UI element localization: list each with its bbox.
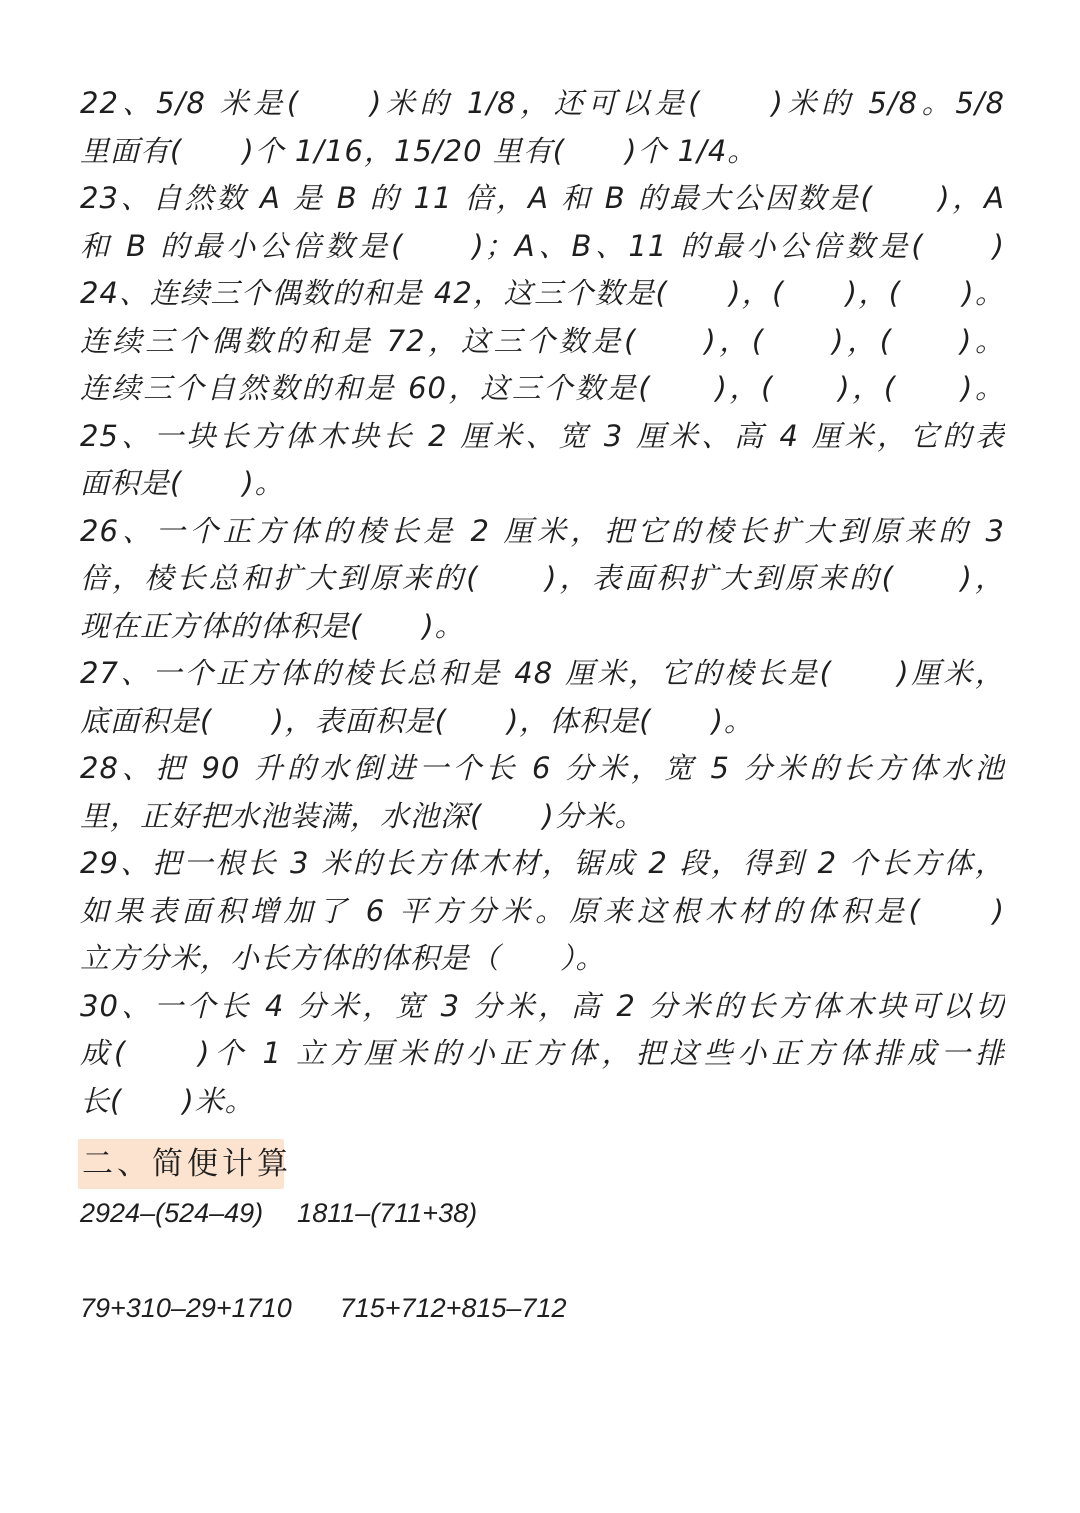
calculation-row-2 — [80, 1288, 566, 1328]
question-24-line-3: 连续三个自然数的和是 60，这三个数是( )，( )，( )。 — [80, 371, 1005, 405]
calculation-expression-2: 1811–(711+38) — [297, 1198, 478, 1228]
section-heading-text: 二、简便计算 — [82, 1146, 292, 1182]
calculation-expression-3: 79+310–29+1710 — [80, 1293, 292, 1323]
question-29-line-3: 立方分米，小长方体的体积是（ ）。 — [80, 941, 606, 975]
question-27-line-2: 底面积是( )，表面积是( )，体积是( )。 — [80, 703, 754, 738]
question-29-line-1: 29、把一根长 3 米的长方体木材，锯成 2 段，得到 2 个长方体， — [80, 846, 1005, 880]
question-26-line-2: 倍，棱长总和扩大到原来的( )，表面积扩大到原来的( )， — [80, 561, 1005, 595]
fill-in-questions — [80, 80, 1005, 1125]
question-23-line-1: 23、自然数 A 是 B 的 11 倍，A 和 B 的最大公因数是( )，A — [80, 181, 1005, 215]
question-28-line-2: 里，正好把水池装满，水池深( )分米。 — [80, 798, 645, 833]
question-25-line-2: 面积是( )。 — [80, 466, 285, 500]
question-22-line-1: 22、5/8 米是( )米的 1/8，还可以是( )米的 5/8。5/8 — [80, 86, 1005, 120]
question-24-line-2: 连续三个偶数的和是 72，这三个数是( )，( )，( )。 — [80, 323, 1005, 358]
question-29-line-2: 如果表面积增加了 6 平方分米。原来这根木材的体积是( ) — [80, 893, 1005, 928]
question-25-line-1: 25、一块长方体木块长 2 厘米、宽 3 厘米、高 4 厘米，它的表 — [80, 418, 1005, 453]
question-26-line-1: 26、一个正方体的棱长是 2 厘米，把它的棱长扩大到原来的 3 — [80, 513, 1005, 548]
question-26-line-3: 现在正方体的体积是( )。 — [80, 608, 465, 643]
question-22-line-2: 里面有( )个 1/16，15/20 里有( )个 1/4。 — [80, 133, 758, 168]
question-24-line-1: 24、连续三个偶数的和是 42，这三个数是( )，( )，( )。 — [80, 276, 1005, 310]
question-30-line-3: 长( )米。 — [80, 1083, 255, 1118]
question-30-line-2: 成( )个 1 立方厘米的小正方体，把这些小正方体排成一排 — [80, 1036, 1005, 1070]
section-heading-simple-calculation — [78, 1139, 292, 1189]
calculation-expression-1: 2924–(524–49) — [80, 1198, 264, 1228]
calculation-expression-4: 715+712+815–712 — [339, 1293, 567, 1323]
question-23-line-2: 和 B 的最小公倍数是( )；A、B、11 的最小公倍数是( ) — [80, 228, 1005, 263]
question-30-line-1: 30、一个长 4 分米，宽 3 分米，高 2 分米的长方体木块可以切 — [80, 988, 1005, 1023]
question-28-line-1: 28、把 90 升的水倒进一个长 6 分米，宽 5 分米的长方体水池 — [80, 751, 1005, 785]
calculation-row-1 — [80, 1193, 477, 1233]
question-27-line-1: 27、一个正方体的棱长总和是 48 厘米，它的棱长是( )厘米， — [80, 656, 1005, 690]
